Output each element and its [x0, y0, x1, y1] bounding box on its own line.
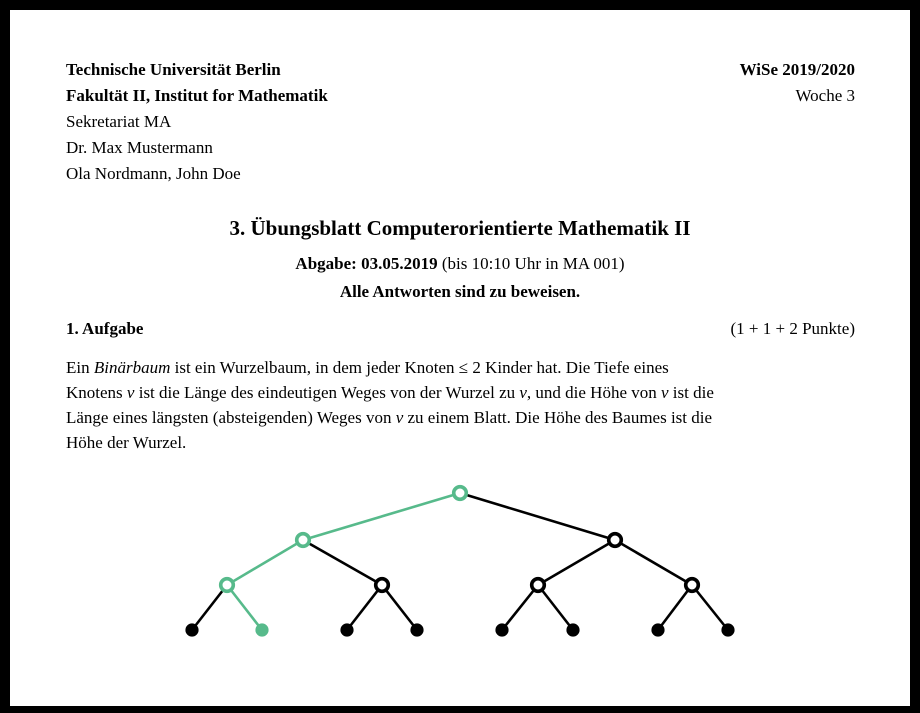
- semester-label: WiSe 2019/2020: [739, 60, 855, 79]
- text-run: Knotens: [66, 383, 127, 402]
- tree-leaf-node: [566, 623, 579, 636]
- tree-leaf-node: [410, 623, 423, 636]
- tree-edge: [382, 585, 417, 630]
- tree-leaf-node: [721, 623, 734, 636]
- text-run: Länge eines längsten (absteigenden) Weges von: [66, 408, 396, 427]
- secretariat-line: Sekretariat MA: [66, 112, 172, 131]
- italic-term: v: [395, 408, 404, 427]
- tree-edge: [227, 585, 262, 630]
- tree-edge: [347, 585, 382, 630]
- tree-edge: [502, 585, 538, 630]
- tree-leaf-node: [340, 623, 353, 636]
- tree-internal-node: [221, 579, 234, 592]
- tree-edge: [192, 585, 227, 630]
- header-right-block: [740, 57, 855, 109]
- lecturer-line: Dr. Max Mustermann: [66, 138, 213, 157]
- tree-edge: [615, 540, 692, 585]
- paragraph-line: [66, 405, 870, 430]
- task-paragraph: [66, 355, 870, 455]
- paragraph-line: [66, 430, 870, 455]
- tree-edge: [227, 540, 303, 585]
- tree-internal-node: [609, 534, 622, 547]
- week-label: Woche 3: [795, 86, 855, 105]
- proof-note: Alle Antworten sind zu beweisen.: [339, 282, 581, 301]
- tree-leaf-node: [495, 623, 508, 636]
- tree-edge: [658, 585, 692, 630]
- assistants-line: Ola Nordmann, John Doe: [66, 164, 241, 183]
- deadline-date: Abgabe: 03.05.2019: [295, 254, 438, 273]
- tree-edge: [538, 540, 615, 585]
- tree-internal-node: [297, 534, 310, 547]
- tree-internal-node: [532, 579, 545, 592]
- text-run: , und die Höhe von: [526, 383, 661, 402]
- text-run: ist die: [668, 383, 714, 402]
- italic-term: v: [519, 383, 527, 402]
- text-run: ist die Länge des eindeutigen Weges von der Wurzel zu: [134, 383, 520, 402]
- tree-leaf-node: [255, 623, 268, 636]
- tree-internal-node: [686, 579, 699, 592]
- paragraph-line: [66, 380, 870, 405]
- task-heading-row: [66, 318, 855, 340]
- tree-leaf-node: [651, 623, 664, 636]
- header-left-block: [66, 57, 328, 187]
- italic-term: v: [661, 383, 669, 402]
- tree-edge: [303, 493, 460, 540]
- task-label: 1. Aufgabe: [66, 319, 144, 338]
- italic-term: Binärbaum: [93, 358, 171, 377]
- deadline-line: [10, 253, 910, 275]
- text-run: Ein: [66, 358, 94, 377]
- tree-edge: [538, 585, 573, 630]
- faculty-name: Fakultät II, Institut for Mathematik: [66, 86, 328, 105]
- deadline-details: (bis 10:10 Uhr in MA 001): [437, 254, 625, 273]
- tree-edge: [692, 585, 728, 630]
- sheet-title: 3. Übungsblatt Computerorientierte Mathematik II: [229, 216, 691, 240]
- tree-edge: [460, 493, 615, 540]
- tree-internal-node: [376, 579, 389, 592]
- university-name: Technische Universität Berlin: [66, 60, 281, 79]
- paragraph-line: [66, 355, 870, 380]
- text-run: zu einem Blatt. Die Höhe des Baumes ist die: [403, 408, 713, 427]
- tree-edge: [303, 540, 382, 585]
- tree-leaf-node: [185, 623, 198, 636]
- italic-term: v: [126, 383, 135, 402]
- tree-internal-node: [454, 487, 467, 500]
- text-run: Höhe der Wurzel.: [66, 433, 187, 452]
- document-page: [10, 10, 910, 706]
- text-run: ist ein Wurzelbaum, in dem jeder Knoten ≤ 2 Kinder hat. Die Tiefe eines: [170, 358, 669, 377]
- task-points: (1 + 1 + 2 Punkte): [730, 319, 855, 338]
